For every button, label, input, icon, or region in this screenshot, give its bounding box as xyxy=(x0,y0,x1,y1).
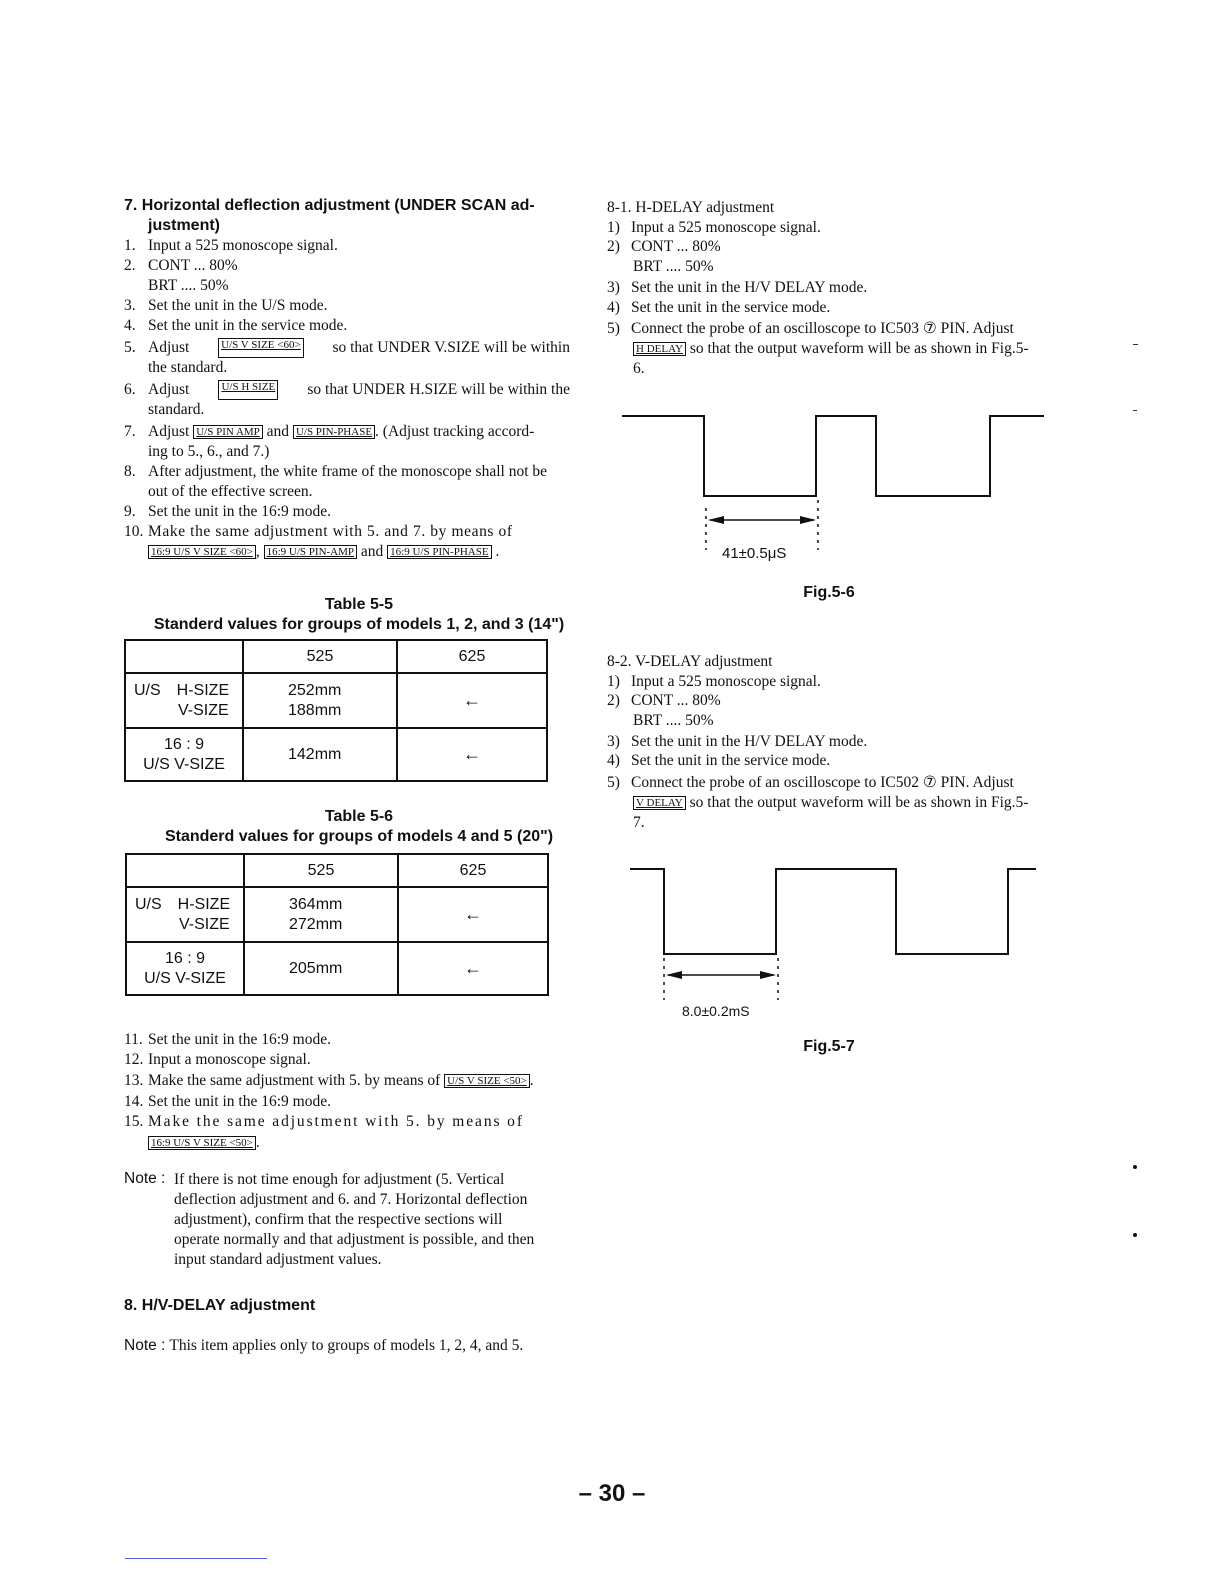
v-delay-title: 8-2. V-DELAY adjustment xyxy=(607,653,773,670)
fig-5-7-label: Fig.5-7 xyxy=(803,1038,855,1055)
step-text: and xyxy=(266,423,290,440)
step-num: 2. xyxy=(124,257,136,274)
cell-625-same xyxy=(398,887,548,942)
step-text: After adjustment, the white frame of the monoscope shall not be xyxy=(148,463,548,480)
arrowhead-left-icon xyxy=(666,971,682,979)
us-v-size-label: U/S V-SIZE xyxy=(143,755,225,773)
step-text: Adjust xyxy=(148,381,190,398)
scan-speck xyxy=(1133,1165,1137,1169)
row-label-169 xyxy=(126,942,244,995)
us-h-size-button[interactable]: U/S H SIZE xyxy=(218,380,278,400)
arrowhead-left-icon xyxy=(708,516,724,524)
bottom-rule xyxy=(125,1558,267,1559)
table-5-5-subtitle: Standerd values for groups of models 1, 2, and 3 (14") xyxy=(153,616,565,633)
16-9-us-v-size-60-button[interactable]: 16:9 U/S V SIZE <60> xyxy=(148,545,256,559)
step-num: 4) xyxy=(607,299,620,316)
note-label: Note : xyxy=(124,1170,166,1187)
step-text: Adjust xyxy=(148,423,190,440)
section-7-title-cont: justment) xyxy=(148,217,220,234)
cell-525-169: 205mm xyxy=(244,942,398,995)
step-text: Set the unit in the service mode. xyxy=(631,299,831,316)
ratio-label: 16 : 9 xyxy=(164,949,206,967)
left-arrow-icon: ← xyxy=(464,958,482,978)
step-10: 10. Make the same adjustment with 5. and 7. by means of xyxy=(124,522,570,542)
step-5: 5. Adjust U/S V SIZE <60> so that UNDER V.SIZE will be within xyxy=(124,339,570,356)
h-size-label: H-SIZE xyxy=(176,681,230,699)
step-num: 4) xyxy=(607,752,620,769)
step-text: Set the unit in the U/S mode. xyxy=(148,297,328,314)
h-delay-button[interactable]: H DELAY xyxy=(633,342,686,356)
step-text: so that UNDER V.SIZE will be within xyxy=(332,339,570,356)
step-num: 1. xyxy=(124,237,136,254)
step-text: Input a 525 monoscope signal. xyxy=(631,673,821,690)
scan-speck xyxy=(1133,344,1138,345)
v-size-value: 272mm xyxy=(289,915,343,933)
us-label: U/S xyxy=(135,895,162,913)
note-label: Note : xyxy=(124,1337,166,1354)
fig-5-6-label: Fig.5-6 xyxy=(803,584,855,601)
step-num: 2) xyxy=(607,238,620,255)
16-9-us-pin-phase-button[interactable]: 16:9 U/S PIN-PHASE xyxy=(387,545,491,559)
fig-5-6-measure: 41±0.5μS xyxy=(722,545,787,562)
cell-625-169 xyxy=(397,728,547,781)
step-text: 7. xyxy=(633,814,645,831)
us-v-size-label: U/S V-SIZE xyxy=(144,969,226,987)
step-text: Input a monoscope signal. xyxy=(148,1051,311,1068)
step-text: standard. xyxy=(148,401,205,418)
note-2 xyxy=(124,1336,523,1356)
note-line: deflection adjustment and 6. and 7. Horizontal deflection xyxy=(174,1191,528,1208)
step-text: Set the unit in the service mode. xyxy=(148,317,348,334)
h-size-value: 364mm xyxy=(289,895,343,913)
section-7-title: 7. Horizontal deflection adjustment (UNDER SCAN ad- xyxy=(124,197,535,214)
arrowhead-right-icon xyxy=(800,516,816,524)
table-5-5-title: Table 5-5 xyxy=(324,596,394,613)
step-text: so that the output waveform will be as shown in Fig.5- xyxy=(689,340,1029,357)
16-9-us-pin-amp-button[interactable]: 16:9 U/S PIN-AMP xyxy=(264,545,357,559)
step-10-buttons: 16:9 U/S V SIZE <60> , 16:9 U/S PIN-AMP and 16:9 U/S PIN-PHASE . xyxy=(148,542,499,562)
scan-speck xyxy=(1133,1233,1137,1237)
step-text: CONT ... 80% xyxy=(631,692,721,709)
step-text: Adjust xyxy=(148,339,190,356)
step-text: so that the output waveform will be as shown in Fig.5- xyxy=(689,794,1029,811)
step-text: Set the unit in the service mode. xyxy=(631,752,831,769)
cell-525-size xyxy=(243,673,397,728)
section-7-heading xyxy=(124,196,535,236)
step-text: Input a 525 monoscope signal. xyxy=(148,237,338,254)
cell-625-same xyxy=(397,673,547,728)
step-num: 2) xyxy=(607,692,620,709)
step-text: Set the unit in the H/V DELAY mode. xyxy=(631,279,868,296)
step-text: ing to 5., 6., and 7.) xyxy=(148,443,270,460)
h-delay-section: 8-1. H-DELAY adjustment 1) Input a 525 monoscope signal. 2) CONT ... 80% BRT .... 50% 3) Set the unit in the H/V DELAY mode. 4) Set the unit in the service mode. 5) Connect the probe of an oscilloscope to IC503 ⑦ PIN. Adjust H DELAY so that the output waveform will be as shown in Fig.5- 6. xyxy=(607,199,1029,377)
step-text: so that UNDER H.SIZE will be within the xyxy=(307,381,570,398)
v-size-value: 188mm xyxy=(288,701,342,719)
note-line: input standard adjustment values. xyxy=(174,1251,382,1268)
col-header-625: 625 xyxy=(398,854,548,887)
h-size-value: 252mm xyxy=(288,681,342,699)
step-text: out of the effective screen. xyxy=(148,483,313,500)
left-arrow-icon: ← xyxy=(464,904,482,924)
section-7-steps-2: 11. Set the unit in the 16:9 mode. 12. Input a monoscope signal. 13. Make the same adjustment with 5. by means of U/S V SIZE <50> . 14. Set the unit in the 16:9 mode. 15. Make the same adjustment with 5. by means of 16:9 U/S V SIZE <50> . xyxy=(124,1030,574,1160)
step-text: . (Adjust tracking accord- xyxy=(375,423,535,440)
step-text: Connect the probe of an oscilloscope to IC502 ⑦ PIN. Adjust xyxy=(631,774,1014,791)
table-5-5 xyxy=(124,639,548,782)
note-text: This item applies only to groups of models 1, 2, 4, and 5. xyxy=(169,1337,524,1354)
us-v-size-50-button[interactable]: U/S V SIZE <50> xyxy=(444,1074,530,1088)
us-pin-phase-button[interactable]: U/S PIN-PHASE xyxy=(293,425,375,439)
v-delay-button[interactable]: V DELAY xyxy=(633,796,686,810)
step-num: 3) xyxy=(607,279,620,296)
h-delay-title: 8-1. H-DELAY adjustment xyxy=(607,199,775,216)
h-delay-square-wave xyxy=(622,416,1044,496)
brt-text: BRT .... 50% xyxy=(633,712,714,729)
step-text: 6. xyxy=(633,360,645,377)
us-v-size-60-button[interactable]: U/S V SIZE <60> xyxy=(218,338,304,358)
row-label-169 xyxy=(125,728,243,781)
note-text xyxy=(174,1170,594,1270)
table-5-6-title: Table 5-6 xyxy=(324,808,394,825)
step-text: Make the same adjustment with 5. and 7. by means of xyxy=(148,523,513,540)
scan-speck xyxy=(1133,410,1137,411)
v-delay-section: 8-2. V-DELAY adjustment 1) Input a 525 monoscope signal. 2) CONT ... 80% BRT .... 50% 3) Set the unit in the H/V DELAY mode. 4) Set the unit in the service mode. 5) Connect the probe of an oscilloscope to IC502 ⑦ PIN. Adjust V DELAY so that the output waveform will be as shown in Fig.5- 7. xyxy=(607,653,1029,831)
step-text: the standard. xyxy=(148,359,228,376)
left-arrow-icon: ← xyxy=(463,690,481,710)
ratio-label: 16 : 9 xyxy=(163,735,205,753)
note-line: operate normally and that adjustment is possible, and then xyxy=(174,1231,535,1248)
section-8-heading: 8. H/V-DELAY adjustment xyxy=(124,1297,316,1314)
table-corner xyxy=(125,640,243,673)
step-num: 1) xyxy=(607,219,620,236)
step-6: 6. Adjust U/S H SIZE so that UNDER H.SIZE will be within the xyxy=(124,381,570,398)
cell-525-169: 142mm xyxy=(243,728,397,781)
fig-5-7-measure: 8.0±0.2mS xyxy=(682,1003,750,1019)
table-5-6-subtitle: Standerd values for groups of models 4 and 5 (20") xyxy=(164,828,554,845)
arrowhead-right-icon xyxy=(760,971,776,979)
step-text: Set the unit in the 16:9 mode. xyxy=(148,503,331,520)
page-number: – 30 – xyxy=(578,1480,646,1507)
row-label-us-size xyxy=(126,887,244,942)
step-num: 1) xyxy=(607,673,620,690)
col-header-525: 525 xyxy=(244,854,398,887)
step-7: 7. Adjust U/S PIN AMP and U/S PIN-PHASE . (Adjust tracking accord- xyxy=(124,423,535,440)
16-9-us-v-size-50-button[interactable]: 16:9 U/S V SIZE <50> xyxy=(148,1136,256,1150)
step-num: 3. xyxy=(124,297,136,314)
table-corner xyxy=(126,854,244,887)
step-text: and xyxy=(360,543,384,560)
col-header-625: 625 xyxy=(397,640,547,673)
fig-5-6-waveform xyxy=(600,400,1060,575)
step-text: CONT ... 80% xyxy=(631,238,721,255)
step-text: Set the unit in the 16:9 mode. xyxy=(148,1093,331,1110)
step-num: 4. xyxy=(124,317,136,334)
step-text: Make the same adjustment with 5. by means of xyxy=(148,1072,441,1089)
note-line: If there is not time enough for adjustment (5. Vertical xyxy=(174,1171,505,1188)
step-text: Set the unit in the H/V DELAY mode. xyxy=(631,733,868,750)
table-5-6 xyxy=(125,853,549,996)
cell-625-169 xyxy=(398,942,548,995)
left-arrow-icon: ← xyxy=(463,744,481,764)
us-label: U/S xyxy=(134,681,161,699)
row-label-us-size xyxy=(125,673,243,728)
step-num: 3) xyxy=(607,733,620,750)
us-pin-amp-button[interactable]: U/S PIN AMP xyxy=(193,425,263,439)
v-delay-square-wave xyxy=(630,869,1036,954)
step-text: CONT ... 80% xyxy=(148,257,238,274)
step-text: Connect the probe of an oscilloscope to IC503 ⑦ PIN. Adjust xyxy=(631,320,1014,337)
step-text: Input a 525 monoscope signal. xyxy=(631,219,821,236)
note-line: adjustment), confirm that the respective sections will xyxy=(174,1211,503,1228)
fig-5-7-waveform xyxy=(600,850,1060,1025)
brt-text: BRT .... 50% xyxy=(633,258,714,275)
step-text: Make the same adjustment with 5. by means of xyxy=(148,1113,524,1130)
cell-525-size xyxy=(244,887,398,942)
brt-text: BRT .... 50% xyxy=(148,277,229,294)
v-size-label: V-SIZE xyxy=(179,915,230,933)
section-7-steps: 1. Input a 525 monoscope signal. 2. CONT ... 80% BRT .... 50% 3. Set the unit in the U/S mode. 4. Set the unit in the service mode. 5. Adjust U/S V SIZE <60> so that UNDER V.SIZE will be within the standard. 6. Adjust U/S H SIZE so that UNDER H.SIZE will be within the standard. 7. Adjust U/S PIN AMP and U/S PIN-PHASE . (Adjust tracking accord- ing to 5., 6., and 7.) 8. After adjustment, the white frame of the monoscope shall not be out of the effective screen. 9. Set the unit in the 16:9 mode. 10. Make the same adjustment with 5. and 7. by means of 16:9 U/S V SIZE <60> , 16:9 U/S PIN-AMP and 16:9 U/S PIN-PHASE . xyxy=(124,237,570,560)
v-size-label: V-SIZE xyxy=(178,701,229,719)
col-header-525: 525 xyxy=(243,640,397,673)
step-text: Set the unit in the 16:9 mode. xyxy=(148,1031,331,1048)
h-size-label: H-SIZE xyxy=(177,895,231,913)
